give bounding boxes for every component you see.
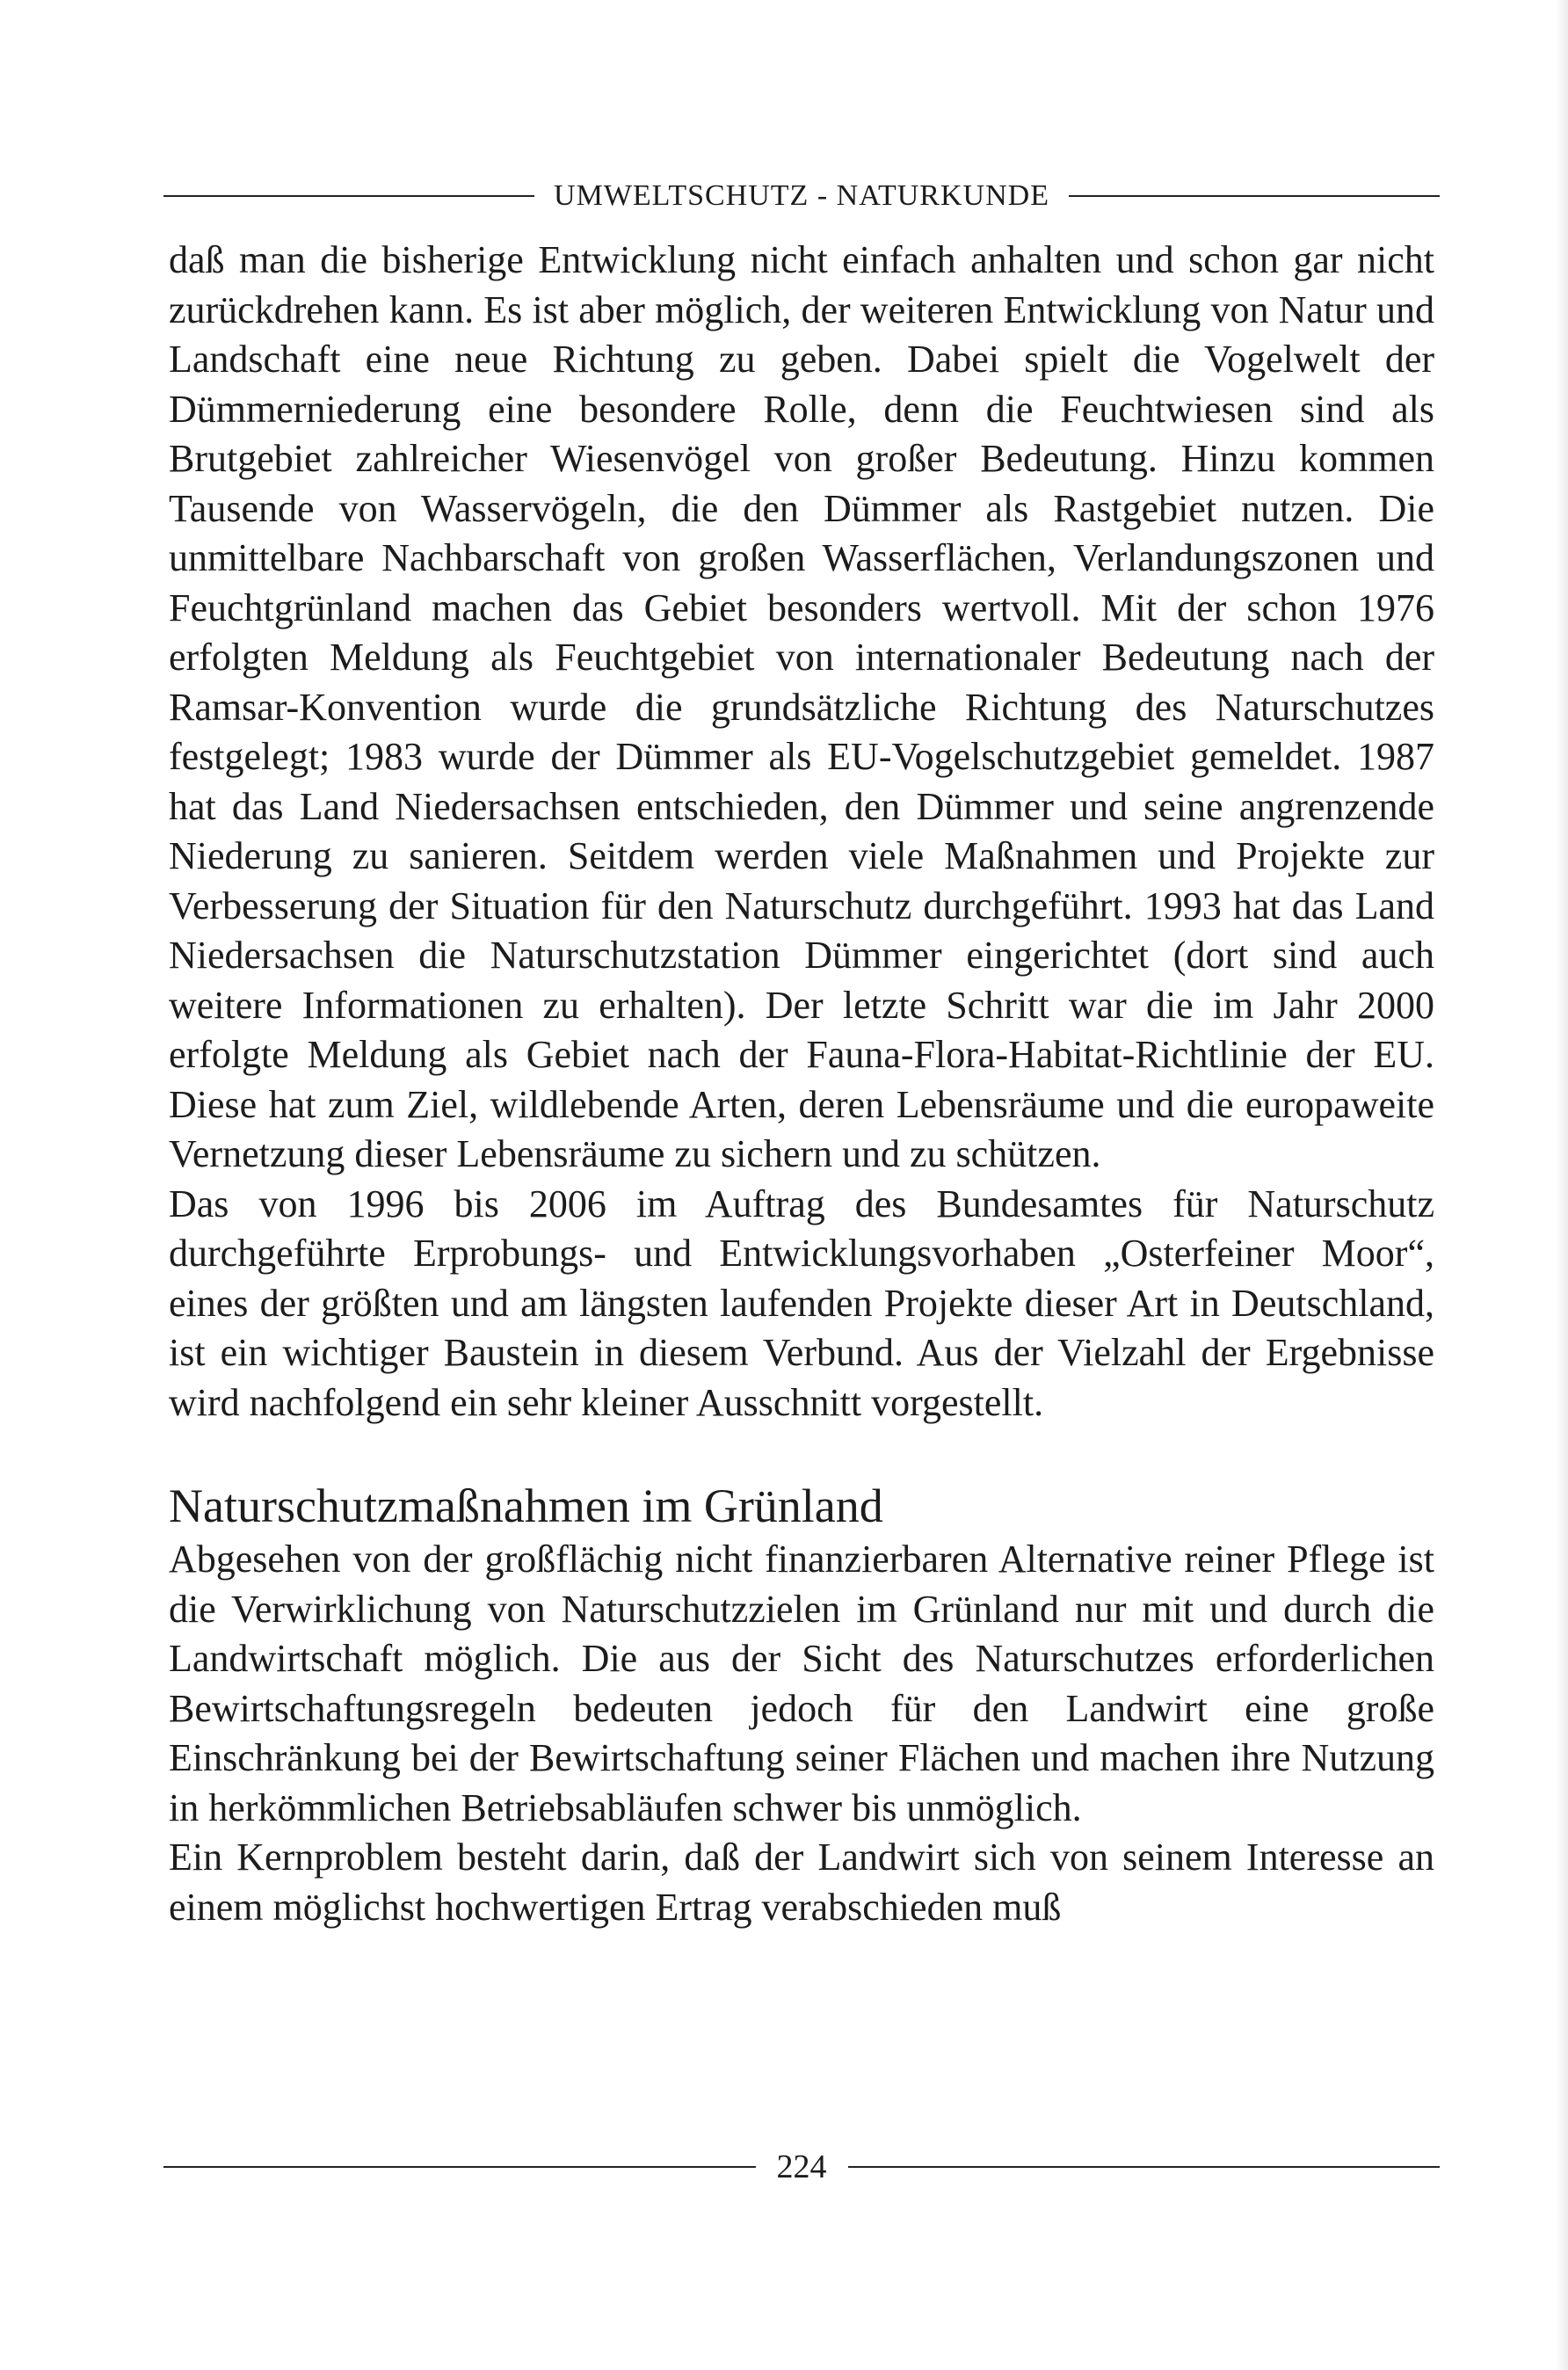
body-text	[169, 236, 1434, 1932]
paragraph: Abgesehen von der großflächig nicht finanzierbaren Alternative reiner Pflege ist die Verwirklichung von Naturschutzzielen im Grünland nur mit und durch die Landwirtschaft möglich. Die aus der Sicht des Naturschutzes erforderlichen Bewirtschaftungsregeln bedeuten jedoch für den Landwirt eine große Einschränkung bei der Bewirtschaftung seiner Flächen und machen ihre Nutzung in herkömmlichen Betriebsabläufen schwer bis unmöglich.	[169, 1538, 1434, 1829]
page-footer	[163, 2143, 1440, 2191]
running-header-title: UMWELTSCHUTZ - NATURKUNDE	[554, 179, 1049, 212]
header-rule-right	[1069, 195, 1440, 197]
section-heading: Naturschutzmaßnahmen im Grünland	[169, 1479, 883, 1532]
header-rule-left	[163, 195, 534, 197]
paragraph: daß man die bisherige Entwicklung nicht einfach anhalten und schon gar nicht zurückdrehen kann. Es ist aber möglich, der weiteren Entwicklung von Natur und Landschaft eine neue Richtung zu geben. Dabei spielt die Vogelwelt der Dümmerniederung eine besondere Rolle, denn die Feuchtwiesen sind als Brutgebiet zahlreicher Wiesenvögel von großer Bedeutung. Hinzu kommen Tausende von Wasservögeln, die den Dümmer als Rastgebiet nutzen. Die unmittelbare Nachbarschaft von großen Wasserflächen, Verlandungszonen und Feuchtgrünland machen das Gebiet besonders wertvoll. Mit der schon 1976 erfolgten Meldung als Feuchtgebiet von internationaler Bedeutung nach der Ramsar-Konvention wurde die grundsätzliche Richtung des Naturschutzes festgelegt; 1983 wurde der Dümmer als EU-Vogelschutzgebiet gemeldet. 1987 hat das Land Niedersachsen entschieden, den Dümmer und seine angrenzende Niederung zu sanieren. Seitdem werden viele Maßnahmen und Projekte zur Verbesserung der Situation für den Naturschutz durchgeführt. 1993 hat das Land Niedersachsen die Naturschutzstation Dümmer eingerichtet (dort sind auch weitere Informationen zu erhalten). Der letzte Schritt war die im Jahr 2000 erfolgte Meldung als Gebiet nach der Fauna-Flora-Habitat-Richtlinie der EU. Diese hat zum Ziel, wildlebende Arten, deren Lebensräume und die europaweite Vernetzung dieser Lebensräume zu sichern und zu schützen.	[169, 238, 1434, 1175]
page-edge-shadow	[1556, 0, 1568, 2370]
footer-rule-right	[848, 2166, 1441, 2168]
footer-rule-left	[163, 2166, 756, 2168]
page-number: 224	[776, 2148, 827, 2185]
paragraph: Das von 1996 bis 2006 im Auftrag des Bundesamtes für Naturschutz durchgeführte Erprobungs- und Entwicklungsvorhaben „Osterfeiner Moor“, eines der größten und am längsten laufenden Projekte dieser Art in Deutschland, ist ein wichtiger Baustein in diesem Verbund. Aus der Vielzahl der Ergebnisse wird nachfolgend ein sehr kleiner Ausschnitt vorgestellt.	[169, 1181, 1434, 1424]
paragraph: Ein Kernproblem besteht darin, daß der Landwirt sich von seinem Interesse an einem möglichst hochwertigen Ertrag verabschieden muß	[169, 1836, 1434, 1929]
running-header	[163, 174, 1440, 218]
